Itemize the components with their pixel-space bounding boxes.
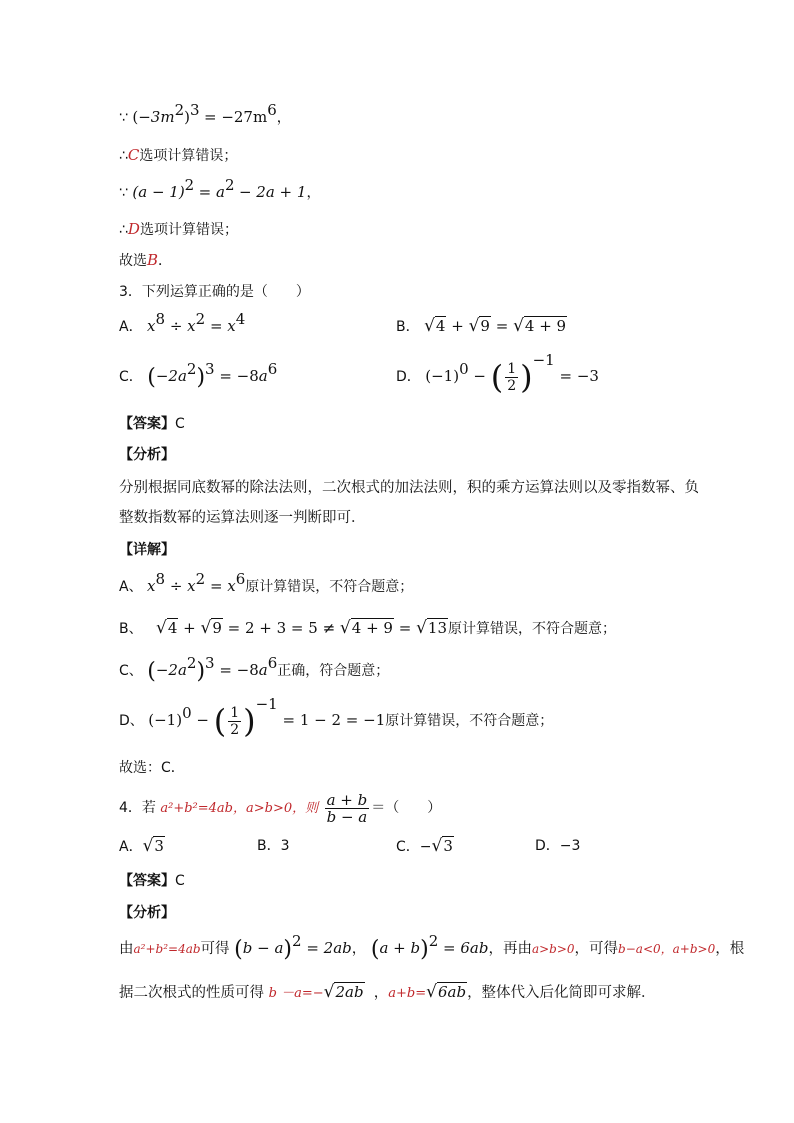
q3-analysis-line1: 分别根据同底数幂的除法法则，二次根式的加法法则，积的乘方运算法则以及零指数幂、负 (119, 480, 699, 496)
q3-detail-c: C、 $(-2a^2)^3 = -8a^6$正确，符合题意； (119, 654, 390, 684)
q3-detail-a: A、 $x^8 \div x^2 = x^6$原计算错误，不符合题意； (119, 570, 414, 595)
q3-detail-label: 【详解】 (119, 542, 175, 558)
line-therefore-d: ∴D选项计算错误； (119, 220, 238, 238)
q3-analysis-line2: 整数指数幂的运算法则逐一判断即可． (119, 510, 366, 526)
q4-analysis-line2: 据二次根式的性质可得 b －a=−√2ab ，a+b=√6ab，整体代入后化简即可求解． (119, 982, 656, 1002)
q4-option-d: D．−3 (535, 838, 581, 854)
q3-option-a: A． $x^8 \div x^2 = x^4$ (119, 310, 246, 335)
q3-option-c: C． $(-2a^2)^3 = -8a^6$ (119, 360, 278, 390)
q4-option-c: C．−√3 (396, 836, 453, 856)
q4-answer: 【答案】C (119, 873, 185, 889)
q3-stem: 3．下列运算正确的是（ ） (119, 284, 310, 300)
q3-answer: 【答案】C (119, 416, 185, 432)
q3-option-b: B． √4 + √9 = √4 + 9 (396, 316, 567, 336)
q3-detail-d: D、 $(-1)^0$ − ( $\frac{1}{2}$ )$^{-1}$ = 1 − 2 = −1原计算错误，不符合题意； (119, 695, 554, 740)
q4-stem: 4．若 a²+b²=4ab，a>b>0，则 $\frac{a + b}{b - a}$ ＝（ ） (119, 790, 442, 826)
q4-option-b: B．3 (257, 838, 290, 854)
line-therefore-c: ∴C选项计算错误； (119, 146, 238, 164)
line-because-2: ∵ $(a - 1)^2 = a^2 - 2a + 1$， (119, 176, 321, 201)
line-choose-b: 故选B． (119, 251, 173, 269)
q4-option-a: A．√3 (119, 836, 164, 856)
q3-detail-b: B、 √4 + √9 = 2 + 3 = 5 ≠ √4 + 9 = √13原计算错误，不符合题意； (119, 618, 617, 638)
q3-analysis-label: 【分析】 (119, 447, 175, 463)
q3-choose: 故选：C． (119, 760, 185, 776)
q4-analysis-line1: 由a²+b²=4ab可得 $(b - a)^2 = 2ab$， $(a + b)^2 = 6ab$，再由a>b>0，可得b−a<0，a+b>0，根 (119, 932, 745, 962)
line-because-1: ∵ $(-3m^2)^3 = -27m^6$， (119, 101, 291, 126)
q3-option-d: D． $(-1)^0$ − ( $\frac{1}{2}$ )$^{-1}$ = −3 (396, 351, 599, 396)
q4-analysis-label: 【分析】 (119, 905, 175, 921)
